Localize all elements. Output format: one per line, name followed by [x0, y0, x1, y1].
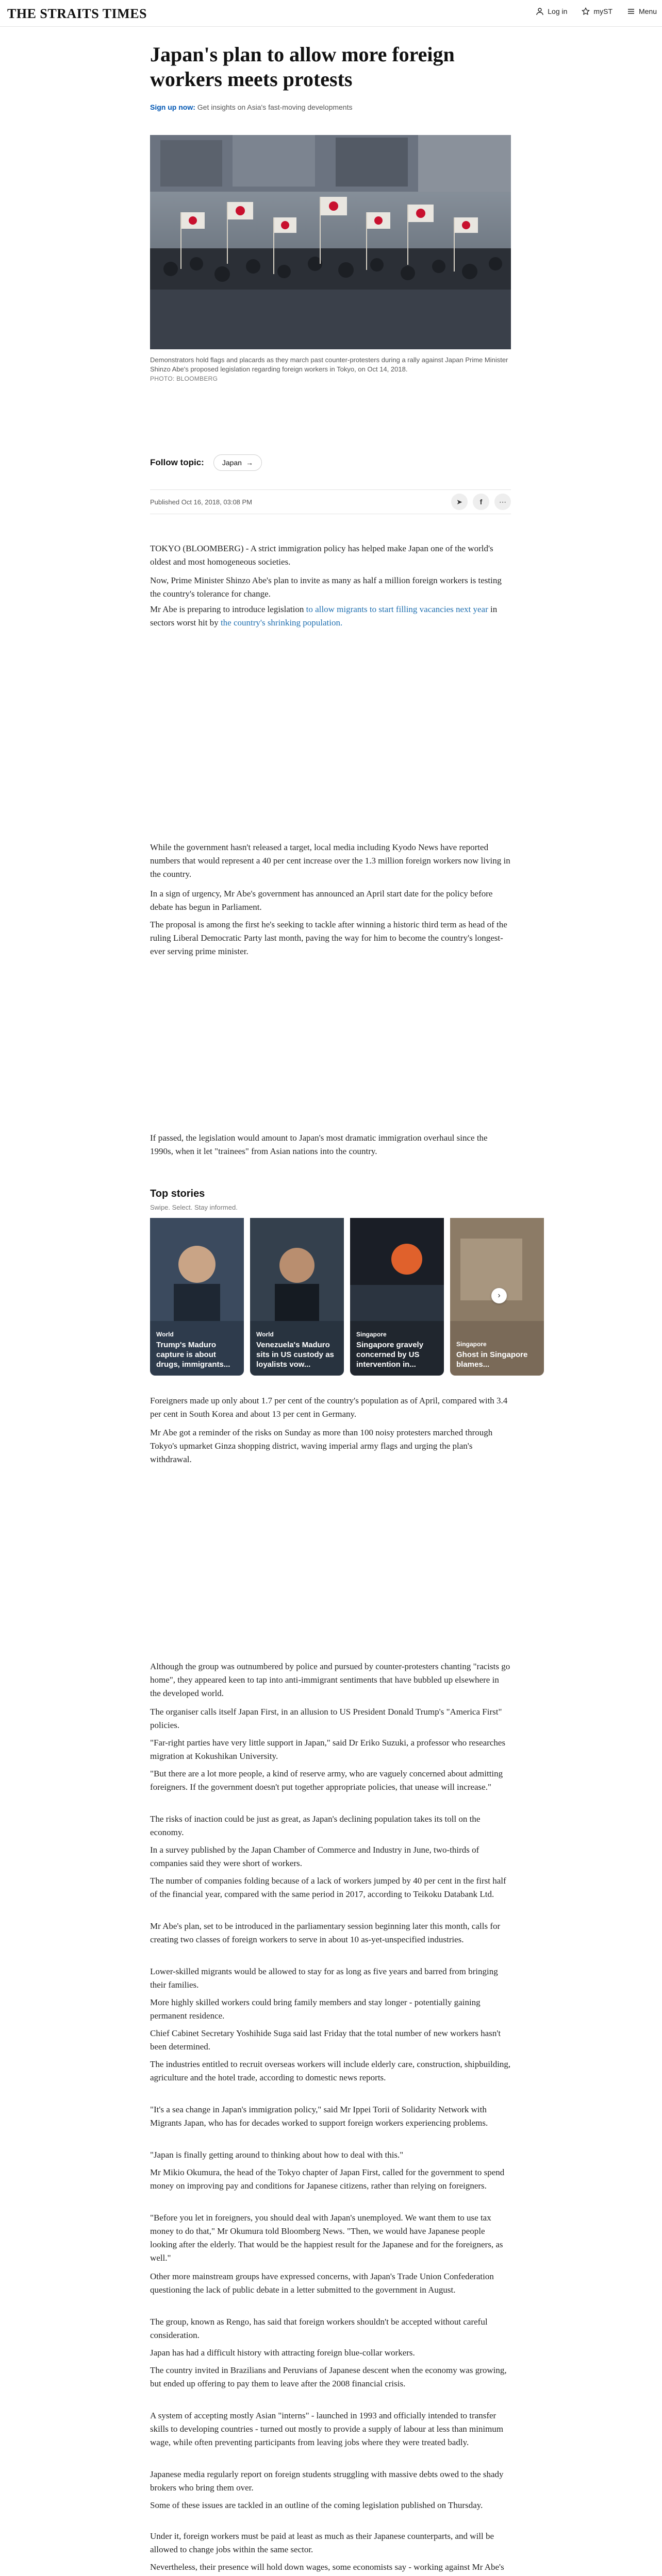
menu-label: Menu	[638, 7, 657, 15]
star-icon	[582, 7, 590, 15]
article-paragraph: The number of companies folding because of a lack of workers jumped by 40 per cent in the first half of the financial year, compared with the same period in 2017, according to Teikoku Databank Ltd.	[150, 1876, 506, 1899]
chevron-right-icon: ›	[498, 1291, 501, 1300]
site-header	[0, 0, 662, 27]
story-title: Venezuela's Maduro sits in US custody as loyalists vow...	[256, 1341, 334, 1369]
story-section: World	[156, 1331, 174, 1338]
article-paragraph: In a sign of urgency, Mr Abe's government has announced an April start date for the policy before debate has begun in Parliament.	[150, 889, 493, 912]
myst-button[interactable]	[582, 7, 613, 15]
story-image	[450, 1218, 544, 1321]
more-dots-icon: ⋯	[499, 497, 506, 506]
paragraph-text: in sectors worst hit by	[150, 604, 498, 628]
article-paragraph: Under it, foreign workers must be paid at least as much as their Japanese counterparts, and will be allowed to change jobs within the same sector.	[150, 2531, 494, 2554]
login-button[interactable]	[536, 7, 567, 15]
protest-photo-illustration	[150, 135, 511, 349]
article-paragraph: Nevertheless, their presence will hold down wages, some economists say - working against Mr Abe's	[150, 2562, 504, 2572]
article-paragraph: A system of accepting mostly Asian "interns" - launched in 1993 and officially intended to transfer skills to developing countries - turned out mostly to provide a supply of labour at less than minimum wage, while often preventing participants from leaving jobs where they were treated badly.	[150, 2411, 504, 2447]
article-paragraph: Lower-skilled migrants would be allowed to stay for as long as five years and barred from bringing their families.	[150, 1967, 498, 1990]
published-date: Published Oct 16, 2018, 03:08 PM	[150, 498, 253, 506]
article-paragraph: Other more mainstream groups have expressed concerns, with Japan's Trade Union Confederation questioning the lack of public debate in a letter submitted to the government in August.	[150, 2272, 494, 2295]
photo-caption: Demonstrators hold flags and placards as they march past counter-protesters during a rally against Japan Prime Minister Shinzo Abe's proposed legislation regarding foreign workers in Tokyo, on Oct 14, 2018.	[150, 356, 508, 373]
send-icon: ➤	[456, 497, 462, 506]
top-stories-heading: Top stories	[150, 1188, 205, 1199]
hamburger-icon	[627, 7, 635, 15]
header-actions	[536, 7, 657, 15]
share-telegram-button[interactable]	[451, 494, 468, 510]
story-section: World	[256, 1331, 274, 1338]
story-section: Singapore	[356, 1331, 387, 1338]
photo-credit: PHOTO: BLOOMBERG	[150, 375, 218, 382]
more-share-button[interactable]	[494, 494, 511, 510]
article-paragraph: If passed, the legislation would amount to Japan's most dramatic immigration overhaul since the 1990s, when it let "trainees" from Asian nations into the country.	[150, 1133, 488, 1156]
article-paragraph: Although the group was outnumbered by police and pursued by counter-protesters chanting "racists go home", they appeared keen to tap into anti-immigrant sentiments that have bubbled up elsewhere in the developed world.	[150, 1662, 510, 1698]
article-paragraph: In a survey published by the Japan Chamber of Commerce and Industry in June, two-thirds of companies said they were short of workers.	[150, 1845, 479, 1868]
story-image	[250, 1218, 344, 1321]
story-title: Trump's Maduro capture is about drugs, immigrants...	[156, 1341, 230, 1369]
signup-promo	[150, 103, 511, 111]
paragraph-text: Mr Abe is preparing to introduce legislation	[150, 604, 304, 614]
follow-japan-button[interactable]	[213, 454, 262, 471]
article-headline: Japan's plan to allow more foreign workers meets protests	[150, 43, 455, 91]
top-stories-subtitle: Swipe. Select. Stay informed.	[150, 1204, 238, 1211]
arrow-right-icon: →	[245, 459, 253, 467]
inline-link-population[interactable]: the country's shrinking population.	[220, 618, 343, 628]
signup-link[interactable]: Sign up now:	[150, 103, 195, 111]
article-paragraph: Mr Abe's plan, set to be introduced in the parliamentary session beginning later this month, calls for creating two classes of foreign workers to serve in about 10 as-yet-unspecified industries.	[150, 1921, 501, 1944]
story-card[interactable]	[150, 1218, 244, 1376]
article-paragraph: The risks of inaction could be just as great, as Japan's declining population takes its toll on the economy.	[150, 1814, 481, 1837]
article-paragraph: Japan has had a difficult history with attracting foreign blue-collar workers.	[150, 2348, 415, 2358]
signup-text: Get insights on Asia's fast-moving developments	[197, 103, 353, 111]
published-row	[150, 489, 511, 514]
article-paragraph: Some of these issues are tackled in an outline of the coming legislation published on Thursday.	[150, 2500, 483, 2510]
share-facebook-button[interactable]	[473, 494, 489, 510]
article-paragraph: Now, Prime Minister Shinzo Abe's plan to invite as many as half a million foreign workers is testing the country's tolerance for change.	[150, 575, 502, 599]
article-paragraph: The country invited in Brazilians and Peruvians of Japanese descent when the economy was growing, but ended up offering to pay them to leave after the 2008 financial crisis.	[150, 2365, 507, 2388]
story-title: Singapore gravely concerned by US intervention in...	[356, 1341, 424, 1369]
share-actions	[451, 494, 511, 510]
article-paragraph: "Far-right parties have very little support in Japan," said Dr Eriko Suzuki, a professor who researches migration at Kokushikan University.	[150, 1738, 506, 1761]
story-image	[150, 1218, 244, 1321]
article-paragraph: The group, known as Rengo, has said that foreign workers shouldn't be accepted without careful consideration.	[150, 2317, 488, 2340]
article-paragraph: The proposal is among the first he's seeking to tackle after winning a historic third term as head of the ruling Liberal Democratic Party last month, paving the way for him to become the country's longest-ever serving prime minister.	[150, 920, 507, 956]
story-image	[350, 1218, 444, 1321]
story-title: Ghost in Singapore blames...	[456, 1350, 528, 1369]
story-card[interactable]	[350, 1218, 444, 1376]
article-paragraph: Japanese media regularly report on foreign students struggling with massive debts owed to the shady brokers who bring them over.	[150, 2469, 504, 2493]
article-paragraph: More highly skilled workers could bring family members and stay longer - potentially gaining permanent residence.	[150, 1997, 481, 2021]
article-paragraph: Foreigners made up only about 1.7 per cent of the country's population as of April, compared with 3.4 per cent in South Korea and about 13 per cent in Germany.	[150, 1396, 508, 1419]
story-card[interactable]	[250, 1218, 344, 1376]
facebook-icon: f	[479, 498, 483, 506]
top-stories-carousel[interactable]	[150, 1218, 528, 1376]
article-paragraph: "But there are a lot more people, a kind of reserve army, who are vaguely concerned about admitting foreigners. If the government doesn't put together appropriate policies, that unease will increase."	[150, 1769, 503, 1792]
article-paragraph: Mr Abe got a reminder of the risks on Sunday as more than 100 noisy protesters marched through Tokyo's upmarket Ginza shopping district, waving imperial army flags and urging the plan's withdrawal.	[150, 1428, 493, 1464]
inline-link-vacancies[interactable]: to allow migrants to start filling vacancies next year	[306, 604, 488, 614]
menu-button[interactable]	[627, 7, 657, 15]
article-paragraph: While the government hasn't released a target, local media including Kyodo News have reported numbers that would represent a 40 per cent increase over the 1.3 million foreign workers now living in the country.	[150, 842, 510, 879]
story-section: Singapore	[456, 1341, 487, 1348]
article-paragraph: Mr Mikio Okumura, the head of the Tokyo chapter of Japan First, called for the government to spend money on improving pay and conditions for Japanese citizens, rather than relying on foreigners.	[150, 2167, 505, 2191]
article-paragraph: "It's a sea change in Japan's immigration policy," said Mr Ippei Torii of Solidarity Network with Migrants Japan, who has for decades worked to support foreign workers experiencing problems.	[150, 2105, 488, 2128]
follow-topic-label: Follow topic:	[150, 457, 204, 467]
article-paragraph: The industries entitled to recruit overseas workers will include elderly care, construction, shipbuilding, agriculture and the hotel trade, according to domestic news reports.	[150, 2059, 511, 2082]
carousel-next-button[interactable]	[491, 1288, 507, 1303]
hero-photo	[150, 135, 511, 349]
user-icon	[536, 7, 544, 15]
site-logo[interactable]: THE STRAITS TIMES	[7, 6, 147, 21]
article-paragraph	[150, 603, 511, 630]
article-paragraph: "Before you let in foreigners, you should deal with Japan's unemployed. We want them to use tax money to do that," Mr Okumura told Bloomberg News. "Then, we would have Japanese people looking after the elderly. That would be the happiest result for the Japanese and for the foreigners, as well."	[150, 2213, 503, 2263]
article-paragraph: Chief Cabinet Secretary Yoshihide Suga said last Friday that the total number of new workers hasn't been determined.	[150, 2028, 501, 2052]
topic-name: Japan	[222, 459, 242, 467]
article-paragraph: "Japan is finally getting around to thinking about how to deal with this."	[150, 2150, 404, 2160]
myst-label: myST	[593, 7, 613, 15]
follow-topic	[150, 452, 511, 473]
login-label: Log in	[548, 7, 568, 15]
article-paragraph: The organiser calls itself Japan First, in an allusion to US President Donald Trump's "America First" policies.	[150, 1707, 502, 1730]
article-paragraph: TOKYO (BLOOMBERG) - A strict immigration policy has helped make Japan one of the world's oldest and most homogeneous societies.	[150, 544, 493, 567]
